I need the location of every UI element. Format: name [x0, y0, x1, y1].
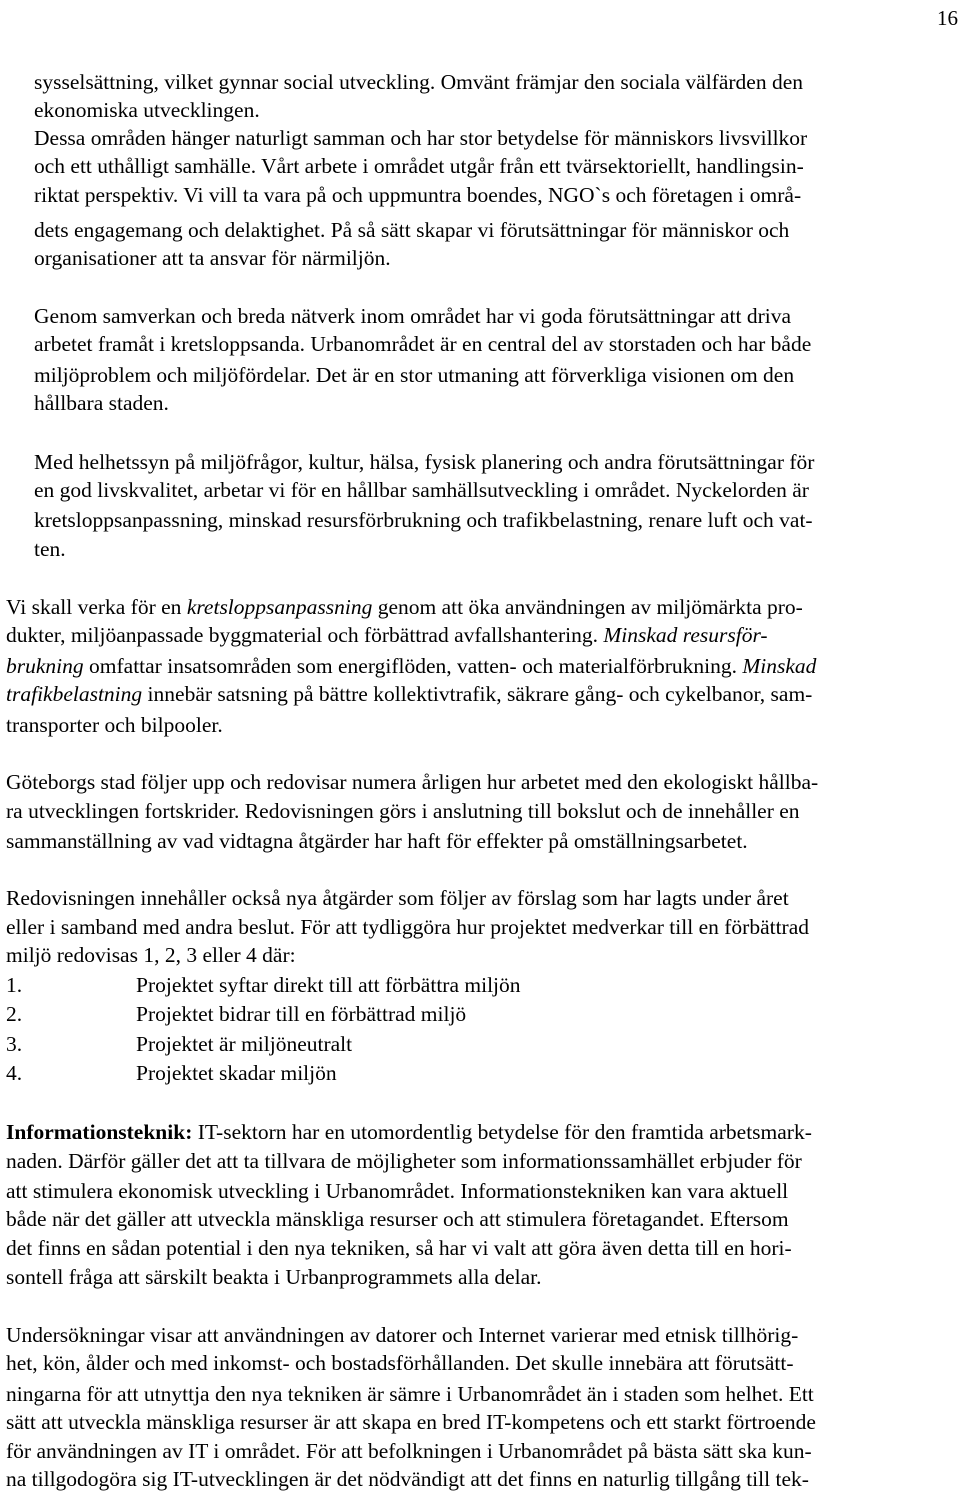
paragraph-line: ningarna för att utnyttja den nya tekniken är sämre i Urbanområdet än i staden som helhet. Ett: [6, 1382, 814, 1406]
paragraph-line: het, kön, ålder och med inkomst- och bostadsförhållanden. Det skulle innebära att förutsätt-: [6, 1351, 794, 1375]
italic-term: Minskad: [742, 654, 817, 678]
paragraph-line: na tillgodogöra sig IT-utvecklingen är det nödvändigt att det finns en naturlig tillgång till tek-: [6, 1467, 809, 1491]
italic-term: kretsloppsanpassning: [186, 595, 373, 619]
paragraph-line: arbetet framåt i kretsloppsanda. Urbanområdet är en central del av storstaden och har både: [34, 332, 812, 356]
paragraph-line: dets engagemang och delaktighet. På så sätt skapar vi förutsättningar för människor och: [34, 218, 790, 242]
paragraph-line: miljö redovisas 1, 2, 3 eller 4 där:: [6, 943, 296, 967]
italic-term: brukning: [6, 654, 84, 678]
paragraph-line: det finns en sådan potential i den nya tekniken, så har vi valt att göra även detta till en hori-: [6, 1236, 792, 1260]
paragraph-line: Vi skall verka för en kretsloppsanpassning genom att öka användningen av miljömärkta pro-: [6, 595, 803, 619]
paragraph-line: sammanställning av vad vidtagna åtgärder har haft för effekter på omställningsarbetet.: [6, 829, 748, 853]
paragraph-line: riktat perspektiv. Vi vill ta vara på och uppmuntra boendes, NGO`s och företagen i områ-: [34, 183, 802, 207]
paragraph-line: kretsloppsanpassning, minskad resursförbrukning och trafikbelastning, renare luft och vat-: [34, 508, 813, 532]
list-number: 4.: [6, 1061, 23, 1085]
paragraph-line: ekonomiska utvecklingen.: [34, 98, 260, 122]
paragraph-line: Göteborgs stad följer upp och redovisar numera årligen hur arbetet med den ekologiskt hållba-: [6, 770, 819, 794]
list-text: Projektet skadar miljön: [136, 1061, 337, 1085]
paragraph-line: dukter, miljöanpassade byggmaterial och förbättrad avfallshantering. Minskad resursför-: [6, 623, 768, 647]
list-text: Projektet är miljöneutralt: [136, 1032, 353, 1056]
paragraph-line: sysselsättning, vilket gynnar social utveckling. Omvänt främjar den sociala välfärden den: [34, 70, 803, 94]
paragraph-line: en god livskvalitet, arbetar vi för en hållbar samhällsutveckling i området. Nyckelorden är: [34, 478, 809, 502]
page-number: 16: [937, 6, 958, 30]
paragraph-line: och ett uthålligt samhälle. Vårt arbete i området utgår från ett tvärsektoriellt, handlingsin-: [34, 154, 804, 178]
paragraph-line: organisationer att ta ansvar för närmiljön.: [34, 246, 391, 270]
paragraph-line: Med helhetssyn på miljöfrågor, kultur, hälsa, fysisk planering och andra förutsättningar för: [34, 450, 815, 474]
paragraph-line: att stimulera ekonomisk utveckling i Urbanområdet. Informationstekniken kan vara aktuell: [6, 1179, 789, 1203]
list-number: 2.: [6, 1002, 23, 1026]
list-text: Projektet bidrar till en förbättrad miljö: [136, 1002, 467, 1026]
paragraph-line: Redovisningen innehåller också nya åtgärder som följer av förslag som har lagts under året: [6, 886, 789, 910]
paragraph-line: Genom samverkan och breda nätverk inom området har vi goda förutsättningar att driva: [34, 304, 792, 328]
paragraph-line: sontell fråga att särskilt beakta i Urbanprogrammets alla delar.: [6, 1265, 542, 1289]
paragraph-line: Dessa områden hänger naturligt samman och har stor betydelse för människors livsvillkor: [34, 126, 808, 150]
paragraph-line: miljöproblem och miljöfördelar. Det är en stor utmaning att förverkliga visionen om den: [34, 363, 795, 387]
paragraph-line: eller i samband med andra beslut. För att tydliggöra hur projektet medverkar till en förbättrad: [6, 915, 810, 939]
paragraph-line: transporter och bilpooler.: [6, 713, 223, 737]
list-number: 1.: [6, 973, 23, 997]
paragraph-line: för användningen av IT i området. För att befolkningen i Urbanområdet på bästa sätt ska kun-: [6, 1439, 812, 1463]
paragraph-line: både när det gäller att utveckla mänskliga resurser och att stimulera företagandet. Eftersom: [6, 1207, 789, 1231]
paragraph-line: sätt att utveckla mänskliga resurser är att skapa en bred IT-kompetens och ett starkt förtroende: [6, 1410, 816, 1434]
section-lead: Informationsteknik:: [6, 1120, 193, 1144]
paragraph-line: ra utvecklingen fortskrider. Redovisningen görs i anslutning till bokslut och de innehåller en: [6, 799, 800, 823]
paragraph-line: hållbara staden.: [34, 391, 169, 415]
list-text: Projektet syftar direkt till att förbättra miljön: [136, 973, 521, 997]
paragraph-line: brukning omfattar insatsområden som energiflöden, vatten- och materialförbrukning. Minskad: [6, 654, 817, 678]
paragraph-line: trafikbelastning innebär satsning på bättre kollektivtrafik, säkrare gång- och cykelbanor, sam-: [6, 682, 813, 706]
italic-term: trafikbelastning: [6, 682, 143, 706]
paragraph-line: ten.: [34, 537, 66, 561]
paragraph-line: naden. Därför gäller det att ta tillvara de möjligheter som informationssamhället erbjuder för: [6, 1149, 802, 1173]
paragraph-line: Informationsteknik: IT-sektorn har en utomordentlig betydelse för den framtida arbetsmark-: [6, 1120, 812, 1144]
italic-term: Minskad resursför-: [603, 623, 768, 647]
list-number: 3.: [6, 1032, 23, 1056]
paragraph-line: Undersökningar visar att användningen av datorer och Internet varierar med etnisk tillhörig-: [6, 1323, 799, 1347]
